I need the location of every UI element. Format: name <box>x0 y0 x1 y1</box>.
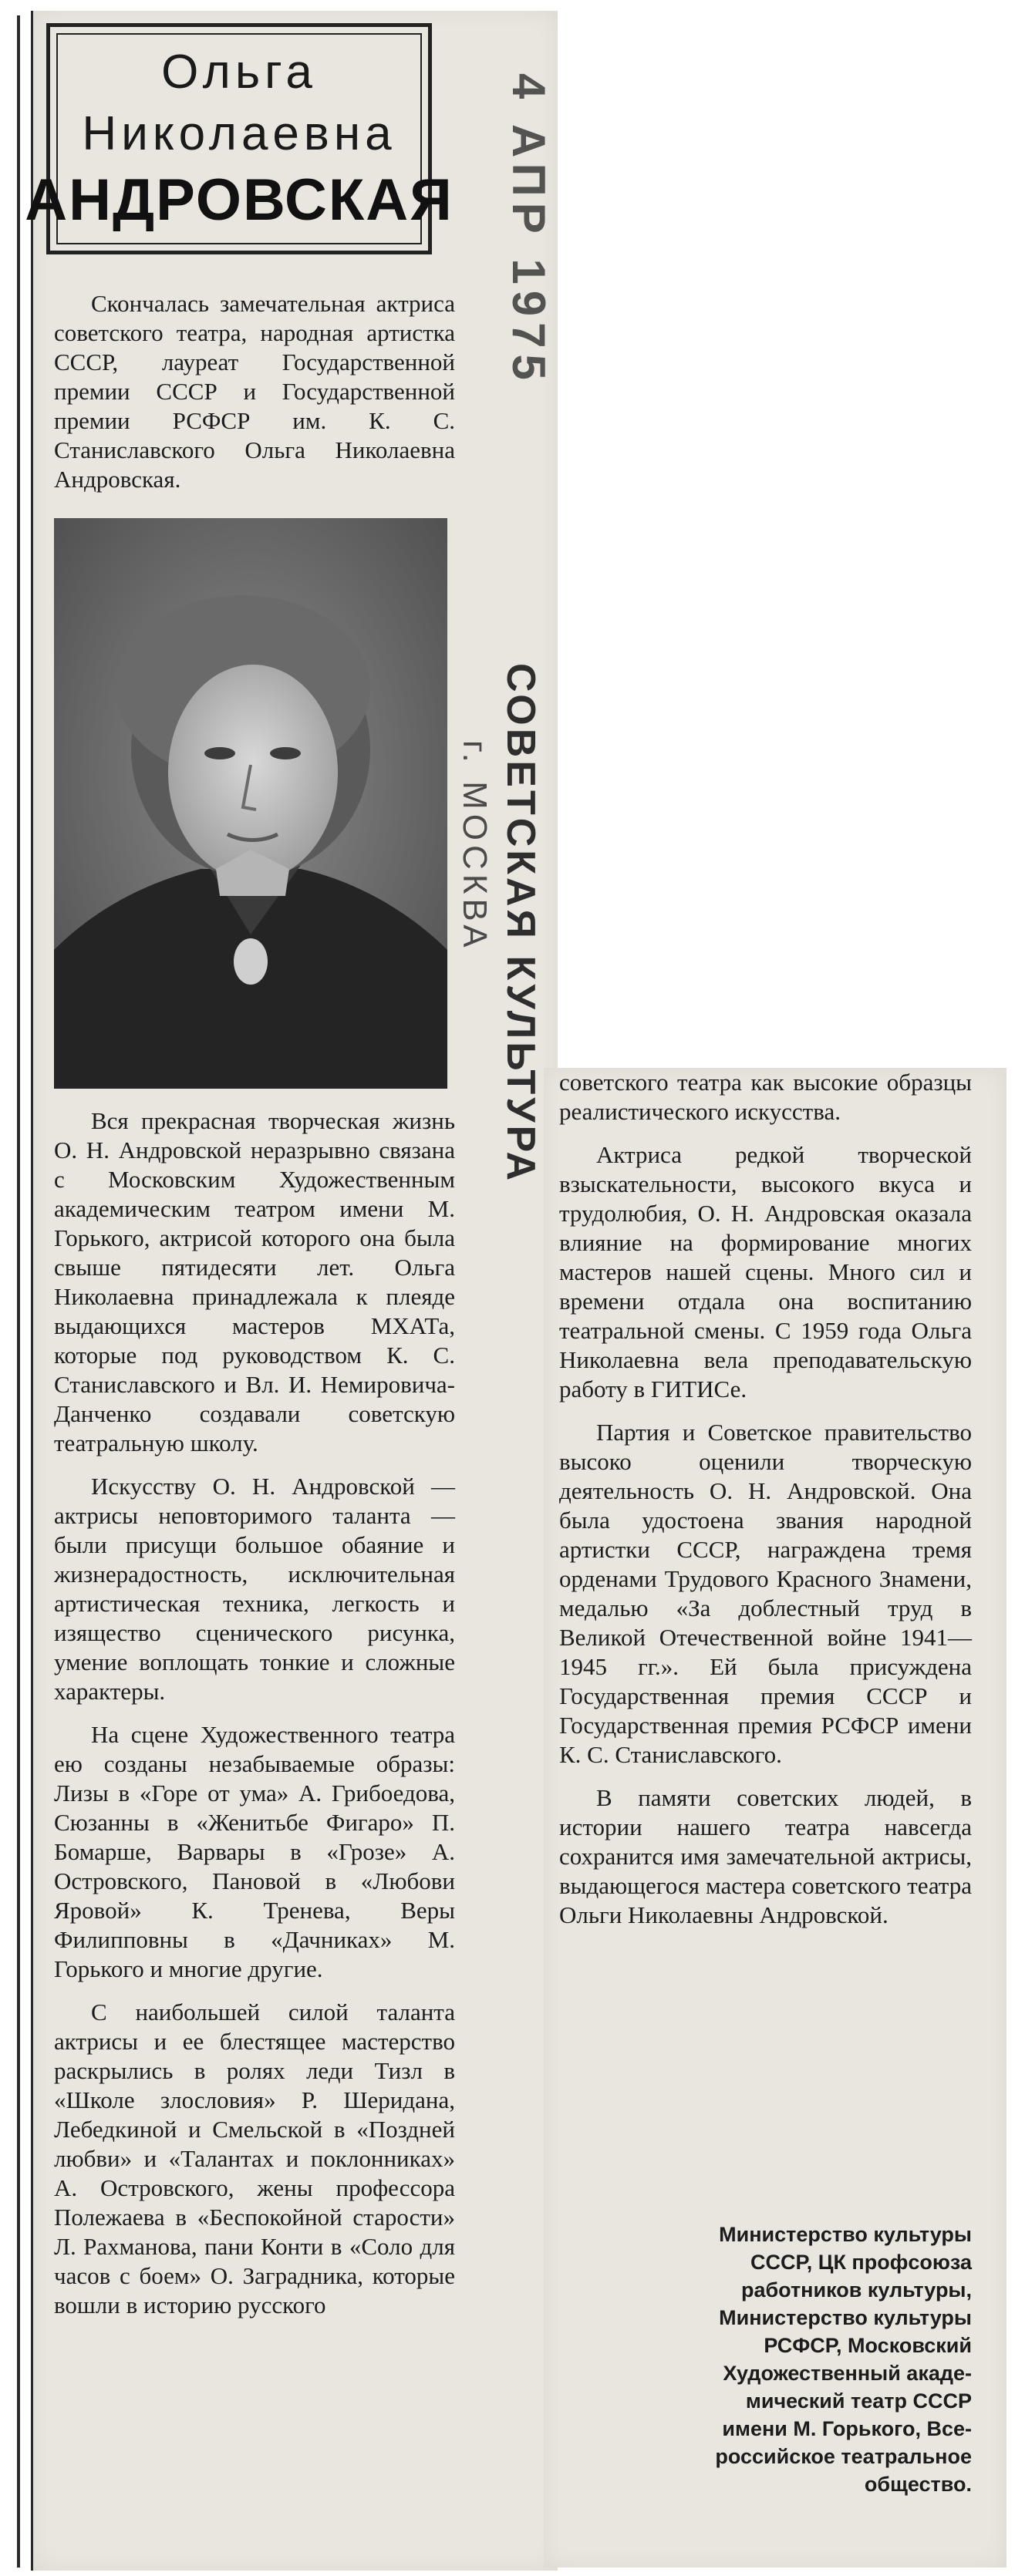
title-patronymic: Николаевна <box>82 107 396 160</box>
left-column-text <box>54 1106 455 2334</box>
intro-text: Скончалась замечательная актриса советского театра, народная артистка СССР, лауреат Государственной премии СССР и Государственной премии РСФСР им. К. С. Станиславского Ольга Николаевна Андровская. <box>54 290 455 493</box>
newspaper-stamp-name: СОВЕТСКАЯ КУЛЬТУРА <box>498 663 543 1184</box>
title-first-name: Ольга <box>161 45 317 99</box>
title-frame <box>25 23 454 254</box>
paragraph: Искусству О. Н. Андровской — актрисы неповторимого таланта — были присущи большое обаяние и жизнерадостность, исключительная артистическая техника, легкость и изящество сценического рисунка, умение воплощать тонкие и сложные характеры. <box>54 1473 455 1705</box>
signature-line: СССР, ЦК профсоюза <box>750 2251 972 2274</box>
signature-line: мический театр СССР <box>745 2389 972 2413</box>
intro-paragraph <box>54 289 455 508</box>
paragraph: Партия и Советское правительство высоко оценили творческую деятельность О. Н. Андровской. Она была удостоена звания народной артистки СССР, награждена тремя орденами Трудового Красного Знамени, медалью «За доблестный труд в Великой Отечественной войне 1941—1945 гг.». Ей была присуждена Государственная премия СССР и Государственная премия РСФСР имени К. С. Станиславского. <box>559 1419 972 1768</box>
signature-line: работников культуры, <box>740 2278 972 2302</box>
signature-line: общество. <box>864 2473 972 2496</box>
paragraph: В памяти советских людей, в истории нашего театра навсегда сохранится имя замечательной актрисы, выдающегося мастера советского театра Ольги Николаевны Андровской. <box>559 1784 972 1928</box>
paragraph: С наибольшей силой таланта актрисы и ее блестящее мастерство раскрылись в ролях леди Тизл в «Школе злословия» Р. Шеридана, Лебедкиной и Смельской в «Поздней любви» и «Талантах и поклонниках» А. Островского, жены профессора Полежаева в «Беспокойной старости» Л. Рахманова, пани Конти в «Соло для часов с боем» О. Заградника, которые вошли в историю русского <box>54 1999 455 2318</box>
signature-line: РСФСР, Московский <box>764 2334 972 2357</box>
title-surname: АНДРОВСКАЯ <box>25 167 454 233</box>
signature-line: российское театральное <box>715 2445 972 2468</box>
signature-line: Художественный акаде- <box>723 2362 972 2385</box>
right-column-text <box>559 1068 972 1944</box>
page-edge-rule <box>17 15 20 2568</box>
signatories-block <box>602 2221 972 2498</box>
portrait-photo <box>54 518 447 1089</box>
portrait-image <box>54 518 447 1089</box>
paragraph: На сцене Художественного театра ею созданы незабываемые образы: Лизы в «Горе от ума» А. Грибоедова, Сюзанны в «Женитьбе Фигаро» П. Бомарше, Варвары в «Грозе» А. Островского, Пановой в «Любови Яровой» К. Тренева, Веры Филипповны в «Дачниках» М. Горького и многие другие. <box>54 1721 455 1982</box>
signature-line: Министерство культуры <box>719 2223 972 2246</box>
paragraph-continuation: советского театра как высокие образцы реалистического искусства. <box>559 1069 972 1125</box>
paragraph: Вся прекрасная творческая жизнь О. Н. Андровской неразрывно связана с Московским Художественным академическим театром имени М. Горького, актрисой которого она была свыше пятидесяти лет. Ольга Николаевна принадлежала к плеяде выдающихся мастеров МХАТа, которые под руководством К. С. Станиславского и Вл. И. Немировича-Данченко создавали советскую театральную школу. <box>54 1107 455 1456</box>
signature-line: имени М. Горького, Все- <box>722 2417 972 2440</box>
paragraph: Актриса редкой творческой взыскательности, высокого вкуса и трудолюбия, О. Н. Андровская оказала влияние на формирование многих мастеров нашей сцены. Много сил и времени отдала она воспитанию театральной смены. С 1959 года Ольга Николаевна вела преподавательскую работу в ГИТИСе. <box>559 1141 972 1402</box>
date-stamp: 4 АПР 1975 <box>503 73 555 386</box>
newspaper-stamp-city: г. МОСКВА <box>456 740 494 952</box>
signature-line: Министерство культуры <box>719 2306 972 2329</box>
